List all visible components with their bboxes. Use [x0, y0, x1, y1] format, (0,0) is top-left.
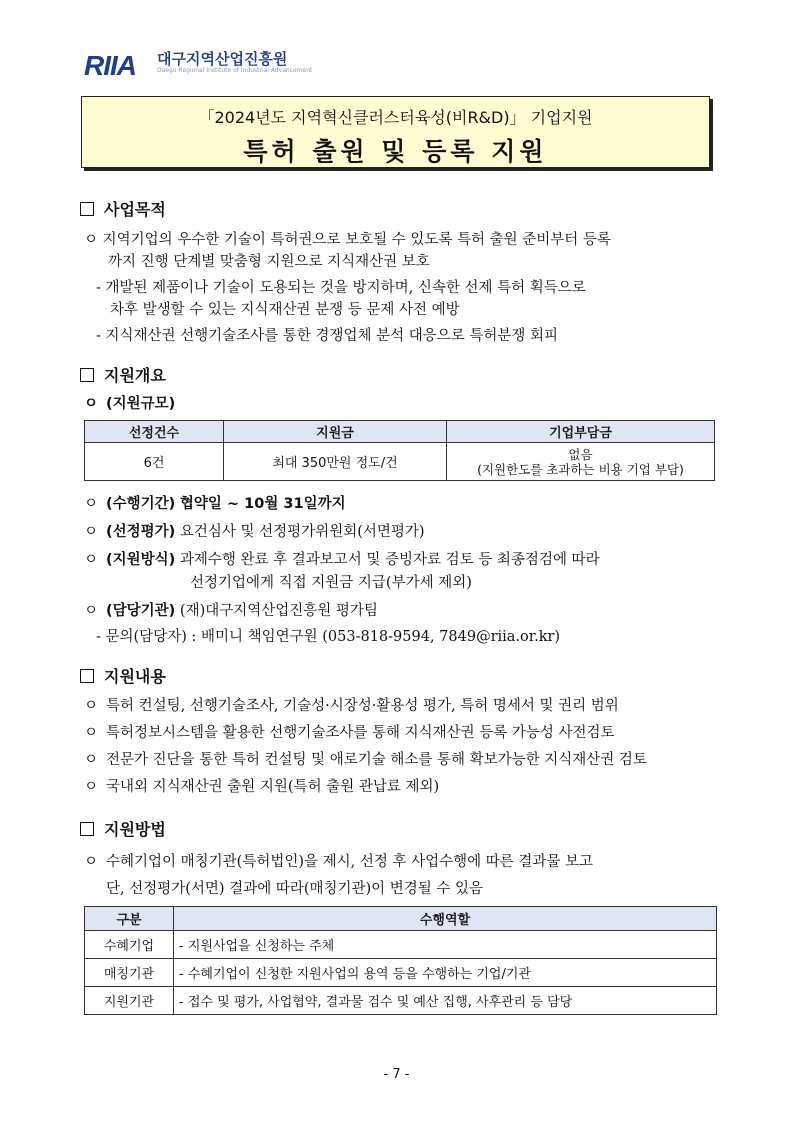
table-cell: 수혜기업 — [85, 931, 174, 959]
method-line2: 선정기업에게 직접 지원금 지급(부가세 제외) — [190, 575, 472, 591]
table-header: 기업부담금 — [447, 421, 715, 443]
eval-line — [84, 520, 425, 541]
period-line — [84, 492, 346, 513]
support-scale-table — [84, 420, 715, 481]
bullet: ㅇ — [84, 854, 99, 870]
content-item — [84, 721, 615, 742]
table-cell: 매칭기관 — [85, 959, 174, 987]
org-line — [84, 599, 378, 620]
purpose-line4: 차후 발생할 수 있는 지식재산권 분쟁 등 문제 사전 예방 — [110, 302, 460, 318]
table-cell: 지원기관 — [85, 987, 174, 1015]
scale-label — [84, 392, 175, 413]
content-text: 국내외 지식재산권 출원 지원(특허 출원 관납료 제외) — [106, 779, 440, 795]
table-cell: 최대 350만원 정도/건 — [224, 443, 447, 481]
bullet: ㅇ — [84, 752, 99, 768]
content-item — [84, 694, 619, 715]
method-value1: 과제수행 완료 후 결과보고서 및 증빙자료 검토 등 최종점검에 따라 — [179, 552, 600, 568]
checkbox-square-icon — [80, 822, 94, 836]
table-cell: - 수혜기업이 신청한 지원사업의 용역 등을 수행하는 기업/기관 — [174, 959, 717, 987]
contact-line: - 문의(담당자) : 배미니 책임연구원 (053-818-9594, 7849@riia.or.kr) — [96, 629, 561, 645]
table-cell-line: (지원한도를 초과하는 비용 기업 부담) — [477, 461, 684, 477]
section-overview-heading — [80, 363, 166, 386]
bullet: ㅇ — [84, 396, 99, 412]
org-value: (재)대구지역산업진흥원 평가팀 — [179, 603, 378, 619]
method-desc-text: 수혜기업이 매칭기관(특허법인)을 제시, 선정 후 사업수행에 따른 결과물 보고 — [106, 854, 594, 870]
purpose-line2: 까지 진행 단계별 맞춤형 지원으로 지식재산권 보호 — [108, 254, 430, 270]
section-title: 지원개요 — [104, 366, 166, 385]
page-title: 특허 출원 및 등록 지원 — [243, 137, 548, 166]
table-cell: - 지원사업을 신청하는 주체 — [174, 931, 717, 959]
content-text: 특허 컨설팅, 선행기술조사, 기술성·시장성·활용성 평가, 특허 명세서 및 권리 범위 — [106, 698, 619, 714]
table-header: 지원금 — [224, 421, 447, 443]
table-header: 구분 — [85, 907, 174, 931]
method-label: (지원방식) — [106, 552, 176, 568]
method-line — [84, 548, 600, 569]
checkbox-square-icon — [80, 202, 94, 216]
role-table — [84, 906, 717, 1015]
table-header: 선정건수 — [85, 421, 224, 443]
table-cell-line: 없음 — [568, 446, 593, 462]
bullet: ㅇ — [84, 698, 99, 714]
period-label: (수행기간) — [106, 496, 176, 512]
page-number: - 7 - — [383, 1067, 410, 1082]
purpose-line3: - 개발된 제품이나 기술이 도용되는 것을 방지하며, 신속한 선제 특허 획득으로 — [96, 280, 586, 296]
section-title: 지원내용 — [104, 667, 166, 686]
content-text: 전문가 진단을 통한 특허 컨설팅 및 애로기술 해소를 통해 확보가능한 지식재산권 검토 — [106, 752, 647, 768]
title-box — [81, 96, 710, 168]
logo-mark: RIIA — [84, 50, 136, 81]
org-label: (담당기관) — [106, 603, 176, 619]
method-desc-line1 — [84, 850, 593, 871]
purpose-line1: ㅇ 지역기업의 우수한 기술이 특허권으로 보호될 수 있도록 특허 출원 준비부터 등록 — [84, 232, 611, 248]
content-item — [84, 748, 647, 769]
content-item — [84, 775, 439, 796]
table-header: 수행역할 — [174, 907, 717, 931]
table-cell — [447, 443, 715, 481]
table-cell: - 접수 및 평가, 사업협약, 결과물 검수 및 예산 집행, 사후관리 등 담당 — [174, 987, 717, 1015]
purpose-line5: - 지식재산권 선행기술조사를 통한 경쟁업체 분석 대응으로 특허분쟁 회피 — [96, 328, 558, 344]
bullet: ㅇ — [84, 552, 99, 568]
table-cell: 6건 — [85, 443, 224, 481]
bullet: ㅇ — [84, 496, 99, 512]
bullet: ㅇ — [84, 603, 99, 619]
section-title: 사업목적 — [104, 200, 166, 219]
period-value: 협약일 ~ 10월 31일까지 — [179, 496, 346, 512]
section-title: 지원방법 — [104, 820, 166, 839]
section-content-heading — [80, 664, 166, 687]
bullet: ㅇ — [84, 779, 99, 795]
section-method-heading — [80, 817, 166, 840]
title-line1: 「2024년도 지역혁신클러스터육성(비R&D)」 기업지원 — [198, 108, 593, 127]
checkbox-square-icon — [80, 669, 94, 683]
content-text: 특허정보시스템을 활용한 선행기술조사를 통해 지식재산권 등록 가능성 사전검토 — [106, 725, 615, 741]
method-desc-line2: 단, 선정평가(서면) 결과에 따라(매칭기관)이 변경될 수 있음 — [106, 881, 484, 897]
checkbox-square-icon — [80, 368, 94, 382]
scale-label-text: (지원규모) — [106, 396, 176, 412]
eval-label: (선정평가) — [106, 524, 176, 540]
logo-subtitle: Daegu Regional Institute of Industrial Advancement — [157, 67, 313, 74]
eval-value: 요건심사 및 선정평가위원회(서면평가) — [179, 524, 425, 540]
logo-name: 대구지역산업진흥원 — [157, 50, 288, 68]
bullet: ㅇ — [84, 725, 99, 741]
section-purpose-heading — [80, 197, 166, 220]
bullet: ㅇ — [84, 524, 99, 540]
